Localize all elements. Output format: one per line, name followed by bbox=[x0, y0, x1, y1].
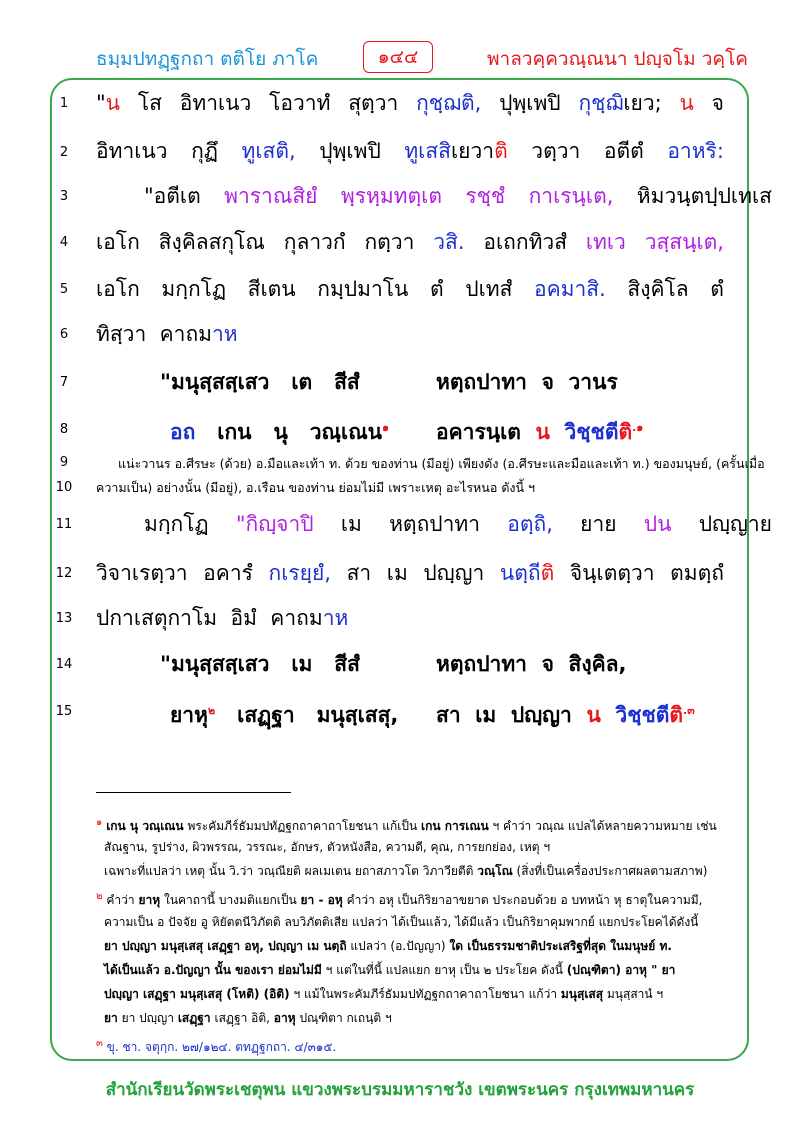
word: รชฺชํ bbox=[465, 184, 506, 208]
word: คาถมาห bbox=[159, 322, 238, 346]
footnote-2-cont2: ยา ปญฺญา มนุสฺเสสุ เสฏฺฐา อหุ, ปญฺญา เม นตฺถิ แปลว่า (อ.ปัญญา) ใด เป็นธรรมชาติประเสริฐที่สุด ในมนุษย์ ท. bbox=[104, 939, 672, 953]
word: โส bbox=[137, 91, 162, 115]
word: ปุพฺเพปิ bbox=[319, 139, 381, 163]
word: กาเรนฺเต, bbox=[528, 184, 614, 208]
word: เม bbox=[386, 561, 408, 585]
word: สา bbox=[346, 561, 372, 585]
text-line-6 bbox=[96, 320, 724, 348]
header-chapter-title: พาลวคฺควณฺณนา ปญฺจโม วคฺโค bbox=[487, 48, 748, 70]
word: อเถกทิวสํ bbox=[483, 230, 568, 254]
verse-line-15a: ยาหุ$^๒$ เสฏฺฐา มนุสฺเสสุ, bbox=[170, 703, 399, 727]
footnote-1-cont2: เฉพาะที่แปลว่า เหตุ นั้น วิ.ว่า วณฺณียติ ผลเมเตน ยถาสภาวโต วิภาวียตีติ วณฺโณ (สิ่งที่เป็นเครื่องประกาศผลตามสภาพ) bbox=[104, 864, 708, 878]
word: หิมวนฺตปฺปเทเส bbox=[636, 184, 772, 208]
word: ทิสฺวา bbox=[96, 322, 147, 346]
text-line-4 bbox=[96, 228, 724, 256]
text-line-3 bbox=[96, 182, 772, 210]
header-book-title: ธมฺมปทฏฺฐกถา ตติโย ภาโค bbox=[96, 48, 319, 70]
text-line-12 bbox=[96, 559, 724, 587]
word: ปกาเสตุกาโม bbox=[96, 606, 218, 630]
word: กเรยฺยํ, bbox=[268, 561, 331, 585]
word: ปุพฺเพปิ bbox=[499, 91, 561, 115]
word: อิมํ bbox=[230, 606, 257, 630]
line-number: 13 bbox=[55, 611, 73, 626]
word: ยาย bbox=[580, 512, 617, 536]
page-number-box bbox=[363, 41, 433, 73]
word: อิทาเนว bbox=[96, 139, 168, 163]
text-line-11 bbox=[96, 510, 772, 538]
word: มกฺกโฏ bbox=[161, 277, 227, 301]
line-number: 14 bbox=[55, 657, 73, 672]
word: ทูเสติ, bbox=[241, 139, 296, 163]
word: วิจาเรตฺวา bbox=[96, 561, 188, 585]
footnote-2-cont3: ได้เป็นแล้ว อ.ปัญญา นั้น ของเรา ย่อมไม่มี ฯ แต่ในที่นี้ แปลแยก ยาหุ เป็น ๒ ประโยค ดังนี้ (ปณฺฑิตา) อาหุ " ยา bbox=[104, 963, 676, 977]
text-line-1 bbox=[96, 89, 724, 117]
word: ตํ bbox=[430, 277, 444, 301]
line-number: 6 bbox=[59, 327, 69, 342]
word: น bbox=[679, 91, 694, 115]
word: โอวาทํ bbox=[269, 91, 331, 115]
line-number: 4 bbox=[59, 235, 69, 250]
word: เทเว bbox=[585, 230, 626, 254]
line-number: 5 bbox=[59, 282, 69, 297]
line-number: 11 bbox=[55, 517, 73, 532]
word: "น bbox=[96, 91, 121, 115]
word: กุชฺฌิเยว; bbox=[578, 91, 662, 115]
line-number: 8 bbox=[59, 422, 69, 437]
word: มกฺกโฏ bbox=[144, 512, 209, 536]
footnote-divider bbox=[96, 792, 291, 793]
text-line-2 bbox=[96, 137, 724, 165]
word: เม bbox=[340, 512, 362, 536]
word: อคารํ bbox=[203, 561, 253, 585]
word: สุตฺวา bbox=[348, 91, 399, 115]
word: สิงฺคิโล bbox=[627, 277, 689, 301]
word: จินฺเตตฺวา bbox=[569, 561, 655, 585]
verse-line-14a: "มนุสฺสสฺเสว เม สีสํ bbox=[160, 652, 360, 676]
footnote-ref: .๑ bbox=[632, 421, 644, 434]
line-number: 15 bbox=[55, 704, 73, 719]
footnote-2-cont5: ยา ยา ปญฺญา เสฏฺฐา เสฏฺฐา อิติ, อาหุ ปณฺฑิตา กเถนฺติ ฯ bbox=[104, 1011, 392, 1025]
word: กุลาวกํ bbox=[283, 230, 346, 254]
translation-line-9: แน่ะวานร อ.ศีรษะ (ด้วย) อ.มือและเท้า ท. ด้วย ของท่าน (มีอยู่) เพียงดัง (อ.ศีรษะและมือและเท้า ท.) ของมนุษย์, (ครั้นเมื่อ bbox=[118, 456, 765, 471]
word: "อตีเต bbox=[144, 184, 201, 208]
line-number: 7 bbox=[59, 375, 69, 390]
word: อตีตํ bbox=[603, 139, 644, 163]
line-number: 9 bbox=[59, 455, 69, 470]
word: ตํ bbox=[710, 277, 724, 301]
word: ทูเสสิเยวาติ bbox=[404, 139, 508, 163]
word: หตฺถปาทา bbox=[389, 512, 481, 536]
word: "กิญฺจาปิ bbox=[235, 512, 314, 536]
word: วสิ. bbox=[433, 230, 465, 254]
word: นตฺถีติ bbox=[499, 561, 555, 585]
footnote-ref: ๑ bbox=[382, 421, 390, 434]
word: จ bbox=[711, 91, 724, 115]
word: กุฏึ bbox=[191, 139, 218, 163]
word: กตฺวา bbox=[364, 230, 415, 254]
line-number: 10 bbox=[55, 480, 73, 495]
word: สิงฺคิลสกุโณ bbox=[158, 230, 265, 254]
footnote-1: $^๑$ เกน นุ วณฺเณน พระคัมภีร์ธัมมปทัฏฐกถาคาถาโยชนา แก้เป็น เกน การเณน ฯ คำว่า วณฺณ แปลได้หลายความหมาย เช่น bbox=[96, 817, 717, 833]
verse-line-14b: หตฺถปาทา จ สิงฺคิล, bbox=[436, 652, 627, 676]
footnote-2: $^๒$ คำว่า ยาหุ ในคาถานี้ บางมติแยกเป็น ยา - อหุ คำว่า อหุ เป็นกิริยาอาขยาต ประกอบด้วย อ บทหน้า หุ ธาตุในความมี, bbox=[96, 891, 703, 907]
word: สีเตน bbox=[247, 277, 296, 301]
word: ปญฺญาย bbox=[698, 512, 772, 536]
word: กุชฺฌติ, bbox=[416, 91, 482, 115]
line-number: 2 bbox=[59, 145, 69, 160]
word: ปเทสํ bbox=[465, 277, 513, 301]
word: ตมตฺถํ bbox=[670, 561, 724, 585]
verse-line-7a: "มนุสฺสสฺเสว เต สีสํ bbox=[160, 370, 360, 394]
word: อคมาสิ. bbox=[534, 277, 606, 301]
footnote-ref: .๓ bbox=[683, 704, 695, 717]
page-footer: สำนักเรียนวัดพระเชตุพน แขวงพระบรมมหาราชวัง เขตพระนคร กรุงเทพมหานคร bbox=[105, 1080, 695, 1100]
word: กมฺปมาโน bbox=[317, 277, 409, 301]
footnote-2-cont4: ปญฺญา เสฏฺฐา มนุสฺเสสุ (โหติ) (อิติ) ฯ แม้ในพระคัมภีร์ธัมมปทัฏฐกถาคาถาโยชนา แก้ว่า มนุสฺเสสุ มนุสฺสานํ ฯ bbox=[104, 987, 664, 1001]
line-number: 1 bbox=[59, 96, 69, 111]
word: คาถมาห bbox=[270, 606, 349, 630]
word: อิทาเนว bbox=[179, 91, 252, 115]
word: เอโก bbox=[96, 230, 140, 254]
footnote-3: $^๓$ ขุ. ชา. จตุกฺก. ๒๗/๑๒๔. ตทฏฺฐกถา. ๔/๓๑๕. bbox=[96, 1038, 337, 1054]
page-number: ๑๔๔ bbox=[377, 46, 419, 68]
word: อตฺถิ, bbox=[507, 512, 553, 536]
word: พฺรหฺมทตฺเต bbox=[340, 184, 442, 208]
footnote-1-cont: สัณฐาน, รูปร่าง, ผิวพรรณ, วรรณะ, อักษร, ตัวหนังสือ, ความดี, คุณ, การยกย่อง, เหตุ ฯ bbox=[104, 840, 551, 854]
verse-line-15b: สา เม ปญฺญา น วิชฺชตีติ$^{.๓}$ bbox=[436, 703, 695, 727]
word: อาหริ: bbox=[667, 139, 724, 163]
text-line-13 bbox=[96, 604, 724, 632]
line-number: 12 bbox=[55, 566, 73, 581]
word: วตฺวา bbox=[531, 139, 581, 163]
word: เอโก bbox=[96, 277, 140, 301]
footnote-ref: ๒ bbox=[207, 704, 216, 717]
word: วสฺสนฺเต, bbox=[644, 230, 724, 254]
word: ปญฺญา bbox=[423, 561, 485, 585]
text-line-5 bbox=[96, 275, 724, 303]
footnote-2-cont: ความเป็น อ ปัจจัย อู หิยัตตนีวิภัตติ ลบวิภัตติเสีย แปลว่า ได้เป็นแล้ว, ได้มีแล้ว เป็นกิริยาคุมพากย์ แยกประโยคได้ดังนี้ bbox=[104, 915, 699, 929]
word: ปน bbox=[643, 512, 672, 536]
line-number: 3 bbox=[59, 189, 69, 204]
verse-line-8b: อคารนฺเต น วิชฺชตีติ$^{.๑}$ bbox=[436, 420, 644, 444]
translation-line-10: ความเป็น) อย่างนั้น (มีอยู่), อ.เรือน ของท่าน ย่อมไม่มี เพราะเหตุ อะไรหนอ ดังนี้ ฯ bbox=[96, 480, 536, 495]
verse-line-7b: หตฺถปาทา จ วานร bbox=[436, 370, 618, 394]
verse-line-8a: อถ เกน นุ วณฺเณน$^๑$ bbox=[170, 420, 390, 444]
word: พาราณสิยํ bbox=[224, 184, 318, 208]
